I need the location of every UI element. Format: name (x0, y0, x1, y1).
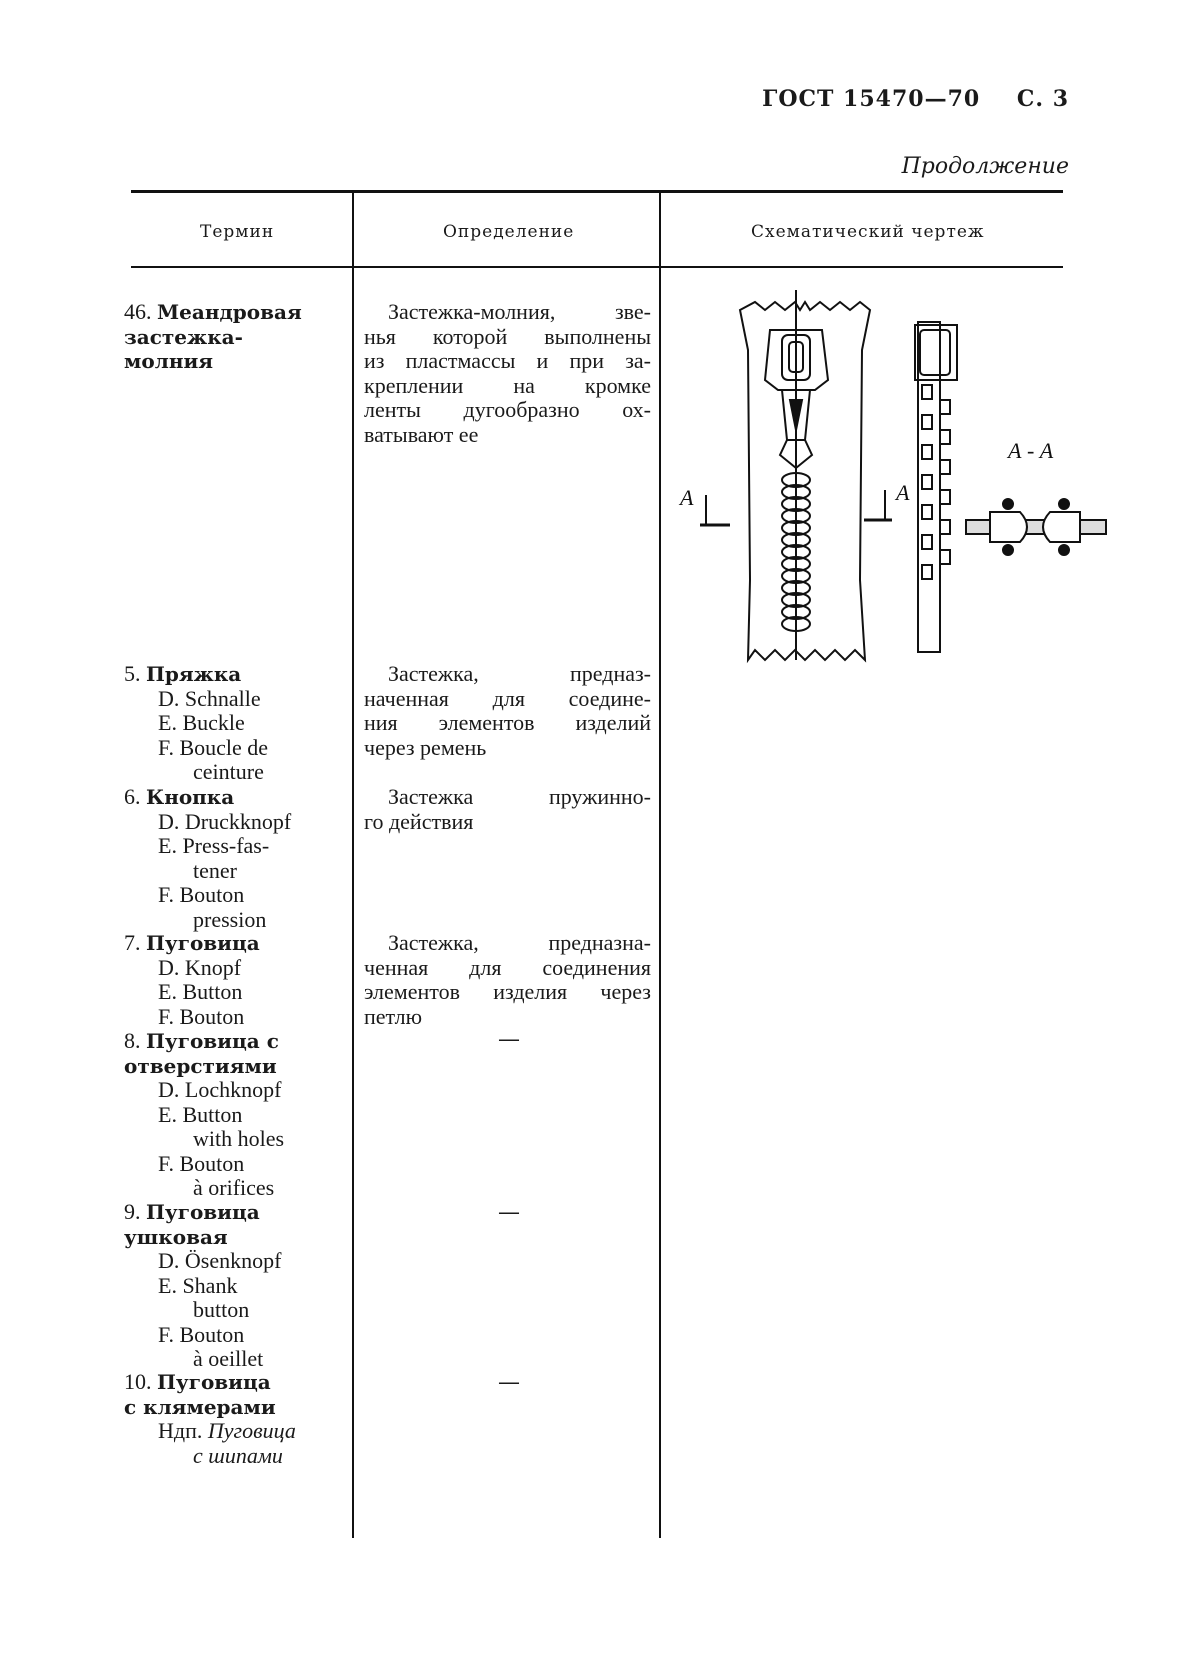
term-name: с клямерами (124, 1394, 276, 1419)
definition-line: нья которой выполнены (364, 323, 651, 349)
term-name: Пуговица (146, 1200, 260, 1224)
term-number: 9. (124, 1199, 141, 1224)
term-number: 10. (124, 1369, 152, 1394)
translation: tener (193, 857, 237, 883)
definition-line: го действия (364, 808, 474, 834)
continuation-label: Продолжение (901, 154, 1069, 179)
definition-line: креплении на кромке (364, 372, 651, 398)
term-name: застежка- (124, 324, 243, 349)
translation: E. Shank (158, 1272, 238, 1298)
translation: D. Lochknopf (158, 1077, 282, 1102)
term-name: молния (124, 349, 214, 373)
translation: F. Bouton (158, 1150, 245, 1176)
term-name: ушковая (124, 1224, 228, 1249)
translation: F. Boucle de (158, 734, 269, 760)
section-view-cross (966, 499, 1106, 555)
definition-line: петлю (364, 1003, 423, 1029)
translation: D. Ösenknopf (158, 1248, 282, 1273)
definition-line: ния элементов изделий (364, 710, 651, 735)
translation: F. Bouton (158, 882, 245, 907)
definition-46 (364, 300, 651, 447)
zipper-side-view (864, 322, 957, 652)
column-divider-1 (352, 193, 354, 1538)
term-6 (124, 785, 291, 932)
term-name: Пряжка (146, 662, 242, 686)
definition-line: ватывают ее (364, 421, 479, 447)
section-label-right: А (896, 480, 910, 505)
translation: à oeillet (193, 1346, 264, 1371)
section-marker-left (700, 495, 730, 525)
nonpreferred-term: с шипами (193, 1442, 283, 1468)
standard-number: ГОСТ 15470—70 (762, 86, 981, 112)
translation: D. Schnalle (158, 685, 261, 711)
definition-line: Застежка пружинно- (388, 784, 651, 809)
term-9 (124, 1200, 281, 1372)
translation: button (193, 1297, 250, 1322)
translation: F. Bouton (158, 1321, 245, 1347)
translation: à orifices (193, 1175, 275, 1200)
definition-line: наченная для соедине- (364, 685, 651, 711)
term-name: отверстиями (124, 1053, 277, 1078)
definition-5 (364, 662, 651, 760)
translation: ceinture (193, 759, 264, 784)
definition-7 (364, 931, 651, 1029)
definition-line: ленты дугообразно ох- (364, 397, 651, 422)
nonpreferred-term: Пуговица (207, 1418, 296, 1443)
term-name: Пуговица (157, 1370, 271, 1394)
definition-10-dash: — (498, 1370, 520, 1395)
translation: with holes (193, 1126, 285, 1151)
page-header (762, 86, 1069, 112)
term-8 (124, 1029, 284, 1201)
translation: E. Button (158, 1101, 243, 1127)
term-number: 8. (124, 1028, 141, 1053)
term-number: 7. (124, 930, 141, 955)
translation: E. Press-fas- (158, 833, 270, 858)
column-header-definition: Определение (443, 222, 575, 242)
column-divider-2 (659, 193, 661, 1538)
definition-9-dash: — (498, 1200, 520, 1225)
definition-line: Застежка-молния, зве- (388, 299, 651, 324)
definition-line: Застежка, предназ- (388, 661, 651, 686)
term-name: Кнопка (146, 785, 235, 809)
term-number: 6. (124, 784, 141, 809)
page-number: С. 3 (1016, 86, 1069, 112)
column-header-drawing: Схематический чертеж (751, 222, 985, 242)
nonpreferred-label: Ндп. (158, 1418, 203, 1443)
zipper-drawing (670, 280, 1110, 670)
definition-line: через ремень (364, 734, 487, 760)
section-view-label: А - А (1008, 438, 1054, 463)
term-number: 46. (124, 299, 152, 324)
term-7 (124, 931, 260, 1029)
term-5 (124, 662, 268, 785)
term-number: 5. (124, 661, 141, 686)
term-name: Пуговица с (146, 1029, 279, 1053)
section-label-left: А (680, 485, 694, 510)
translation: pression (193, 906, 267, 932)
definition-line: ченная для соединения (364, 954, 651, 980)
table-header-rule (131, 266, 1063, 268)
translation: E. Button (158, 979, 243, 1004)
definition-line: Застежка, предназна- (388, 930, 651, 955)
term-name: Меандровая (157, 300, 302, 324)
column-header-term: Термин (200, 222, 275, 242)
translation: F. Bouton (158, 1003, 245, 1029)
definition-8-dash: — (498, 1027, 520, 1052)
term-46 (124, 300, 302, 374)
translation: D. Druckknopf (158, 808, 292, 834)
translation: D. Knopf (158, 954, 242, 980)
term-10 (124, 1370, 296, 1468)
definition-line: элементов изделия через (364, 979, 651, 1004)
translation: E. Buckle (158, 710, 245, 735)
table-top-rule (131, 190, 1063, 193)
definition-6 (364, 785, 651, 834)
definition-line: из пластмассы и при за- (364, 348, 651, 373)
term-name: Пуговица (146, 931, 260, 955)
